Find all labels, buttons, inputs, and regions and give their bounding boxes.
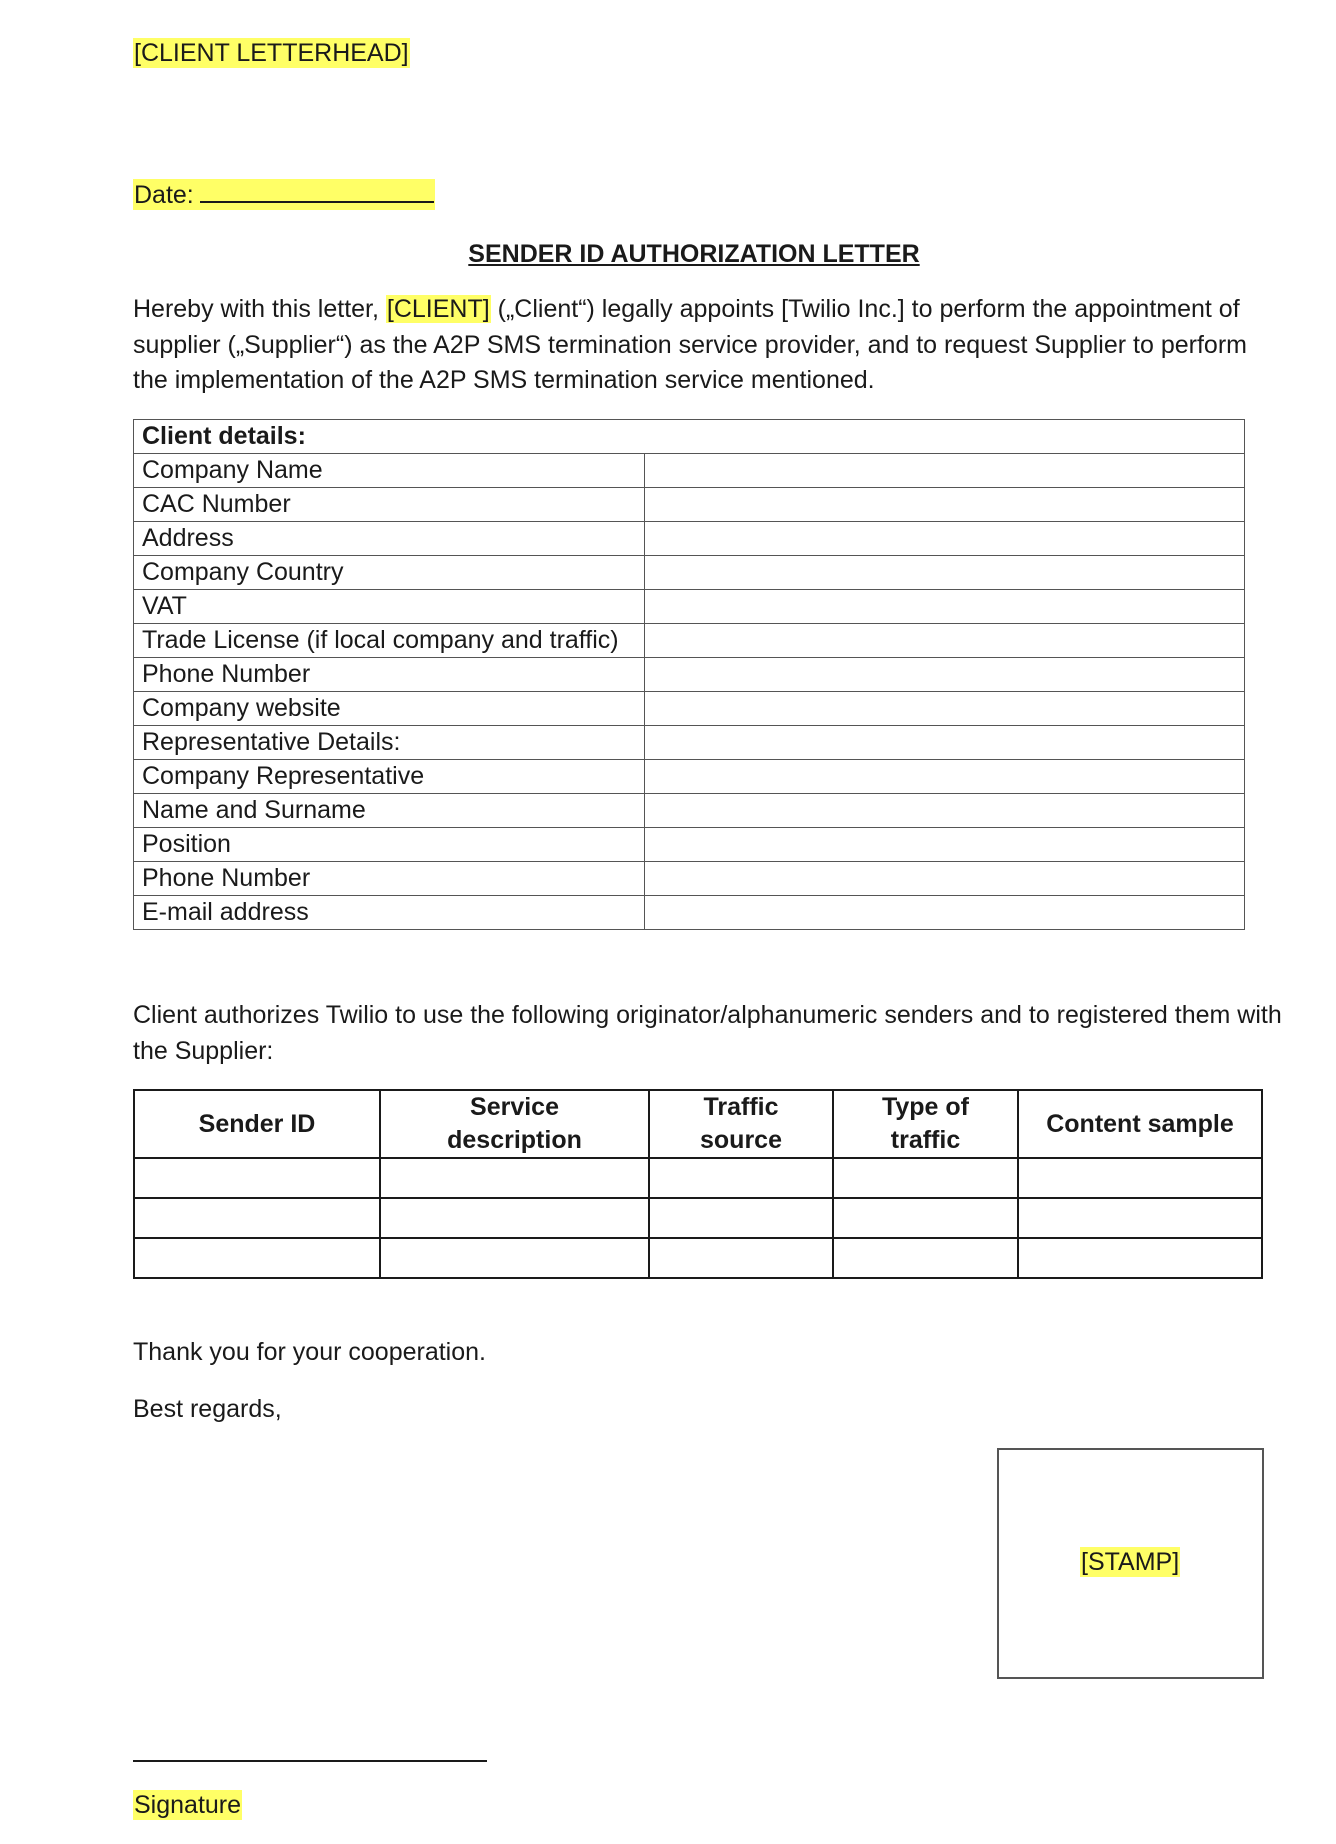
sender-table-cell[interactable]	[1018, 1158, 1262, 1198]
client-detail-label: CAC Number	[134, 488, 645, 522]
sender-table-cell[interactable]	[649, 1198, 833, 1238]
client-detail-value-field[interactable]	[645, 590, 1245, 624]
client-detail-label: Name and Surname	[134, 794, 645, 828]
client-detail-value-field[interactable]	[645, 760, 1245, 794]
stamp-placeholder: [STAMP]	[1081, 1548, 1180, 1576]
client-details-table	[133, 419, 1245, 930]
regards-text: Best regards,	[133, 1395, 282, 1423]
sender-table-cell[interactable]	[649, 1158, 833, 1198]
sender-table-cell[interactable]	[1018, 1238, 1262, 1278]
client-detail-value-field[interactable]	[645, 794, 1245, 828]
client-detail-value-field[interactable]	[645, 454, 1245, 488]
sender-table-cell[interactable]	[833, 1198, 1018, 1238]
date-blank-line	[200, 179, 434, 203]
signature-label: Signature	[134, 1791, 242, 1819]
client-detail-row	[134, 488, 1245, 522]
client-detail-row	[134, 590, 1245, 624]
sender-table-cell[interactable]	[134, 1238, 380, 1278]
client-detail-value-field[interactable]	[645, 692, 1245, 726]
thanks-text: Thank you for your cooperation.	[133, 1338, 486, 1366]
sender-id-header: Sender ID	[134, 1090, 380, 1158]
sender-table-cell[interactable]	[649, 1238, 833, 1278]
intro-suffix: („Client“) legally appoints [Twilio Inc.] to perform the appointment of supplier („Supplier“) as the A2P SMS termination service provider, and to request Supplier to perform the implementation of the A2P SMS termination service mentioned.	[133, 295, 1247, 394]
client-detail-label: Address	[134, 522, 645, 556]
client-detail-label: Trade License (if local company and traffic)	[134, 624, 645, 658]
client-detail-value-field[interactable]	[645, 828, 1245, 862]
client-detail-row	[134, 454, 1245, 488]
letterhead-placeholder: [CLIENT LETTERHEAD]	[134, 39, 409, 67]
client-detail-row	[134, 624, 1245, 658]
sender-table-cell[interactable]	[134, 1198, 380, 1238]
sender-table-cell[interactable]	[134, 1158, 380, 1198]
date-label: Date:	[134, 181, 194, 209]
client-detail-value-field[interactable]	[645, 556, 1245, 590]
client-detail-row	[134, 556, 1245, 590]
client-placeholder: [CLIENT]	[386, 295, 490, 323]
sender-table-cell[interactable]	[833, 1158, 1018, 1198]
intro-prefix: Hereby with this letter,	[133, 295, 386, 323]
traffic-source-header: Traffic source	[649, 1090, 833, 1158]
sender-table-cell[interactable]	[833, 1238, 1018, 1278]
client-details-header: Client details:	[134, 420, 1245, 454]
client-detail-row	[134, 828, 1245, 862]
sender-table-cell[interactable]	[380, 1198, 649, 1238]
signature-line	[133, 1760, 487, 1762]
sender-table-cell[interactable]	[380, 1238, 649, 1278]
client-detail-value-field[interactable]	[645, 896, 1245, 930]
intro-paragraph	[133, 292, 1283, 399]
client-detail-row	[134, 760, 1245, 794]
letter-title: SENDER ID AUTHORIZATION LETTER	[468, 240, 920, 268]
client-detail-label: Company Name	[134, 454, 645, 488]
client-detail-label: Company website	[134, 692, 645, 726]
client-detail-label: E-mail address	[134, 896, 645, 930]
client-detail-label: Phone Number	[134, 658, 645, 692]
client-detail-label: Company Representative	[134, 760, 645, 794]
client-detail-value-field[interactable]	[645, 658, 1245, 692]
sender-table-row	[134, 1158, 1262, 1198]
client-details-header-row	[134, 420, 1245, 454]
client-detail-row	[134, 522, 1245, 556]
client-detail-value-field[interactable]	[645, 488, 1245, 522]
client-detail-label: Phone Number	[134, 862, 645, 896]
date-field	[133, 179, 435, 210]
client-detail-row	[134, 692, 1245, 726]
sender-table-cell[interactable]	[380, 1158, 649, 1198]
client-detail-label: Position	[134, 828, 645, 862]
client-detail-row	[134, 794, 1245, 828]
service-description-header: Service description	[380, 1090, 649, 1158]
sender-table-header-row	[134, 1090, 1262, 1158]
client-detail-row	[134, 726, 1245, 760]
client-detail-value-field[interactable]	[645, 726, 1245, 760]
client-detail-value-field[interactable]	[645, 522, 1245, 556]
content-sample-header: Content sample	[1018, 1090, 1262, 1158]
client-detail-row	[134, 658, 1245, 692]
client-detail-row	[134, 862, 1245, 896]
sender-table-row	[134, 1238, 1262, 1278]
sender-table-row	[134, 1198, 1262, 1238]
authorize-paragraph: Client authorizes Twilio to use the following originator/alphanumeric senders and to registered them with the Supplier:	[133, 1001, 1282, 1065]
client-detail-label: Representative Details:	[134, 726, 645, 760]
client-detail-value-field[interactable]	[645, 862, 1245, 896]
sender-table-cell[interactable]	[1018, 1198, 1262, 1238]
client-detail-label: VAT	[134, 590, 645, 624]
client-detail-label: Company Country	[134, 556, 645, 590]
client-detail-value-field[interactable]	[645, 624, 1245, 658]
client-detail-row	[134, 896, 1245, 930]
sender-id-table	[133, 1089, 1263, 1279]
type-of-traffic-header: Type of traffic	[833, 1090, 1018, 1158]
